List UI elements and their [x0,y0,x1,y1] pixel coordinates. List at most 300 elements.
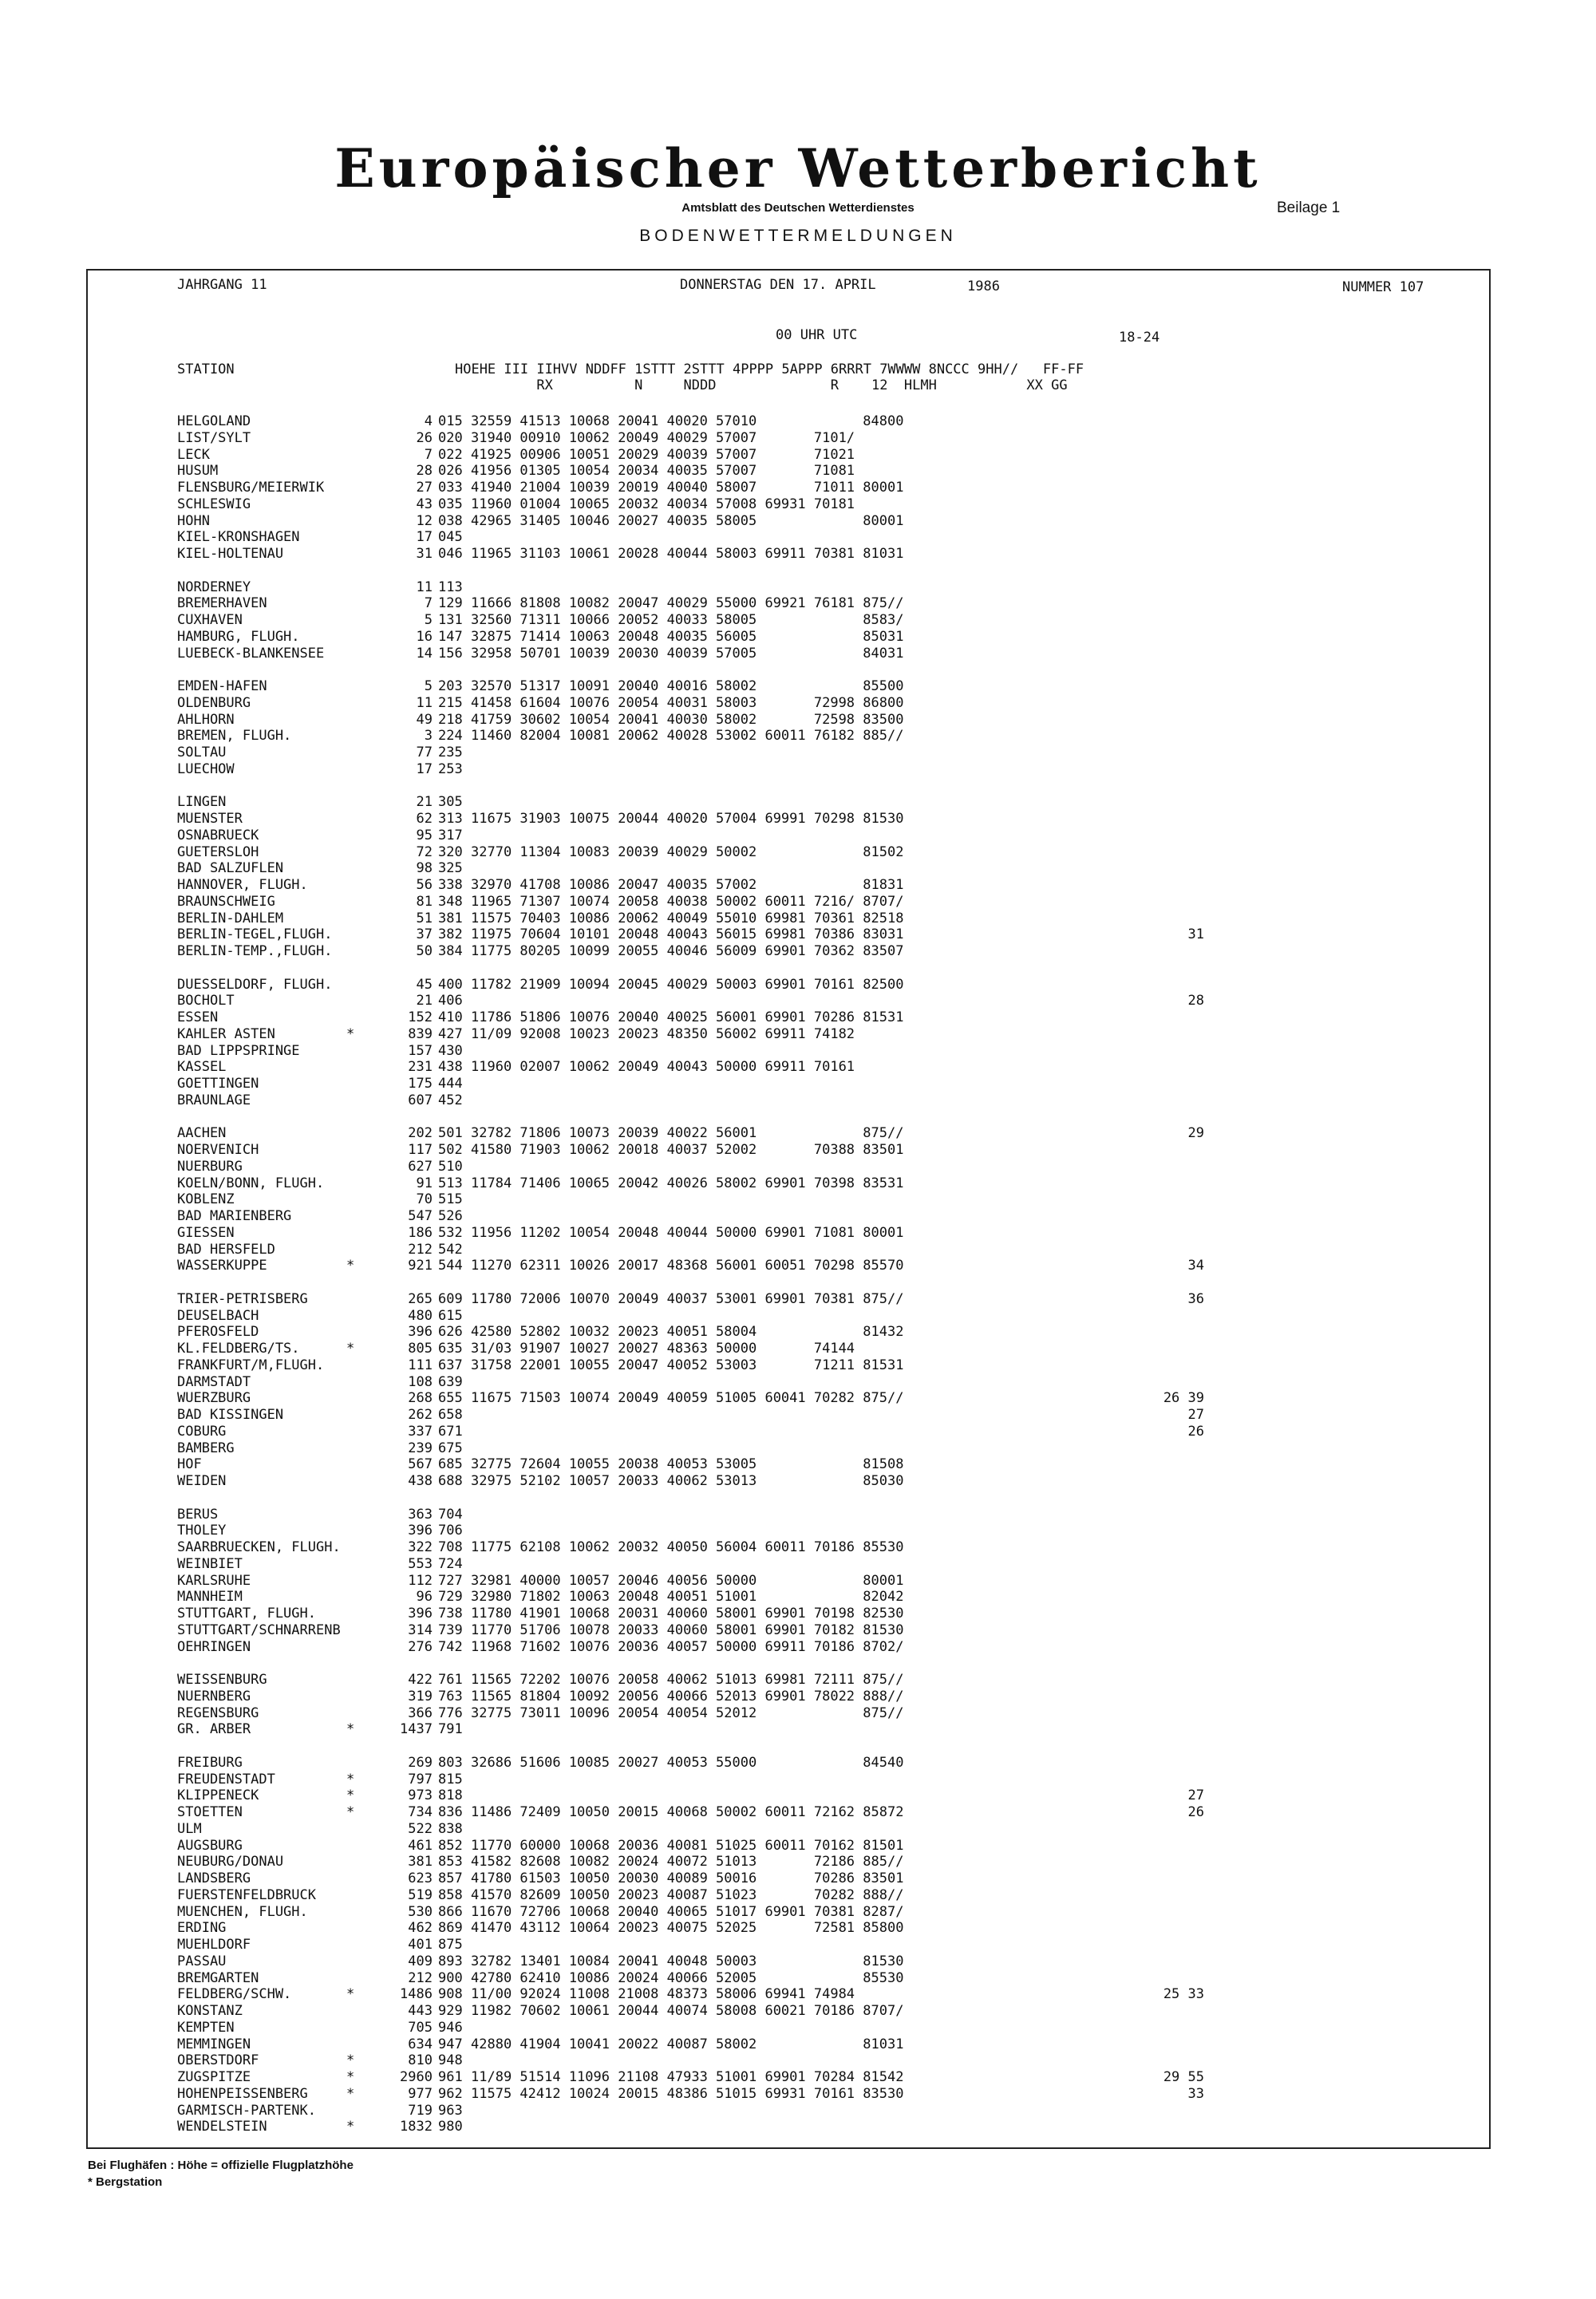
station-height: 921 [408,1258,433,1274]
synop-code: 41570 82609 10050 20023 40087 51023 70282 888// [471,1886,904,1903]
station-height: 21 [416,794,433,811]
station-id: 325 [438,860,463,877]
station-id: 791 [438,1721,463,1738]
report-date: DONNERSTAG DEN 17. APRIL [680,277,876,293]
station-height: 322 [408,1539,433,1555]
station-name: WUERZBURG [177,1390,251,1407]
station-id: 526 [438,1208,463,1224]
station-height: 269 [408,1754,433,1771]
station-height: 175 [408,1076,433,1092]
synop-code: 31940 00910 10062 20049 40029 57007 7101/ [471,429,855,446]
station-id: 113 [438,579,463,595]
station-name: BOCHOLT [177,993,235,1009]
synop-code: 11775 62108 10062 20032 40050 56004 60011 70186 85530 [471,1539,904,1555]
station-height: 5 [424,612,433,628]
station-height: 3 [424,728,433,745]
station-name: WASSERKUPPE [177,1258,267,1274]
station-height: 21 [416,993,433,1009]
station-height: 627 [408,1158,433,1175]
station-name: WEIDEN [177,1473,227,1489]
station-name: FUERSTENFELDBRUCK [177,1886,316,1903]
report-year: 1986 [967,278,1000,294]
wind-gust-values: 36 [1187,1290,1204,1307]
station-name: HANNOVER, FLUGH. [177,877,308,893]
wind-gust-values: 31 [1187,926,1204,943]
synop-code: 11956 11202 10054 20048 40044 50000 69901 71081 80001 [471,1224,904,1241]
station-id: 639 [438,1373,463,1390]
station-height: 111 [408,1357,433,1373]
station-id: 502 [438,1142,463,1158]
station-name: AUGSBURG [177,1837,243,1854]
station-height: 1486 [400,1986,433,2003]
station-id: 685 [438,1456,463,1473]
observation-time: 00 UHR UTC [776,327,858,343]
station-height: 719 [408,2102,433,2119]
station-name: GOETTINGEN [177,1076,259,1092]
synop-code: 11/89 51514 11096 21108 47933 51001 69901 70284 81542 [471,2069,904,2085]
station-id: 637 [438,1357,463,1373]
station-name: BAMBERG [177,1440,235,1456]
station-id: 542 [438,1241,463,1258]
station-id: 022 [438,446,463,463]
station-name: BRAUNSCHWEIG [177,893,275,910]
page-subtitle: Amtsblatt des Deutschen Wetterdienstes [681,201,915,215]
station-id: 706 [438,1523,463,1539]
wind-gust-values: 29 55 [1163,2069,1204,2085]
station-height: 17 [416,529,433,546]
wind-gust-values: 28 [1187,993,1204,1009]
station-name: MANNHEIM [177,1589,243,1606]
station-id: 708 [438,1539,463,1555]
station-id: 224 [438,728,463,745]
station-id: 045 [438,529,463,546]
station-height: 91 [416,1175,433,1191]
station-id: 866 [438,1903,463,1920]
station-id: 742 [438,1638,463,1655]
station-height: 5 [424,678,433,694]
station-height: 45 [416,976,433,993]
station-id: 035 [438,496,463,512]
station-id: 875 [438,1937,463,1953]
station-name: NOERVENICH [177,1142,259,1158]
station-id: 852 [438,1837,463,1854]
station-id: 948 [438,2052,463,2069]
synop-code: 11270 62311 10026 20017 48368 56001 60051 70298 85570 [471,1258,904,1274]
station-height: 553 [408,1555,433,1572]
synop-code: 32570 51317 10091 20040 40016 58002 85500 [471,678,904,694]
synop-code: 11460 82004 10081 20062 40028 53002 60011 76182 885// [471,728,904,745]
station-height: 49 [416,711,433,728]
station-id: 626 [438,1324,463,1341]
station-height: 212 [408,1969,433,1986]
station-name: MUENCHEN, FLUGH. [177,1903,308,1920]
station-name: HELGOLAND [177,413,251,429]
station-id: 724 [438,1555,463,1572]
synop-code: 42880 41904 10041 20022 40087 58002 81031 [471,2036,904,2052]
station-name: KASSEL [177,1059,227,1076]
synop-code: 11982 70602 10061 20044 40074 58008 60021 70186 8707/ [471,2003,904,2019]
station-name: SCHLESWIG [177,496,251,512]
station-id: 452 [438,1092,463,1108]
station-id: 381 [438,910,463,926]
station-height: 623 [408,1870,433,1886]
station-id: 026 [438,463,463,480]
station-height: 157 [408,1042,433,1059]
station-id: 739 [438,1622,463,1638]
station-name: DARMSTADT [177,1373,251,1390]
station-name: THOLEY [177,1523,227,1539]
station-height: 17 [416,760,433,777]
synop-code: 11670 72706 10068 20040 40065 51017 69901 70381 8287/ [471,1903,904,1920]
station-id: 046 [438,546,463,562]
synop-code: 32782 71806 10073 20039 40022 56001 875// [471,1125,904,1142]
synop-code: 11486 72409 10050 20015 40068 50002 60011 72162 85872 [471,1804,904,1820]
wind-gust-values: 34 [1187,1258,1204,1274]
station-id: 544 [438,1258,463,1274]
station-height: 31 [416,546,433,562]
station-name: BAD MARIENBERG [177,1208,292,1224]
station-height: 422 [408,1672,433,1688]
wind-gust-values: 26 [1187,1804,1204,1820]
station-height: 461 [408,1837,433,1854]
synop-code: 41956 01305 10054 20034 40035 57007 71081 [471,463,855,480]
station-name: KAHLER ASTEN [177,1025,275,1042]
station-height: 366 [408,1704,433,1721]
station-height: 337 [408,1423,433,1440]
synop-code: 11786 51806 10076 20040 40025 56001 69901 70286 81531 [471,1009,904,1025]
station-id: 929 [438,2003,463,2019]
mountain-station-marker: * [346,2119,355,2135]
wind-gust-values: 26 [1187,1423,1204,1440]
station-id: 532 [438,1224,463,1241]
station-name: KEMPTEN [177,2019,235,2036]
station-height: 519 [408,1886,433,1903]
station-name: MEMMINGEN [177,2036,251,2052]
wind-gust-values: 27 [1187,1407,1204,1423]
station-name: KLIPPENECK [177,1787,259,1804]
mountain-station-marker: * [346,1787,355,1804]
station-name: FLENSBURG/MEIERWIK [177,480,325,496]
section-title: BODENWETTERMELDUNGEN [639,227,957,245]
station-name: WENDELSTEIN [177,2119,267,2135]
mountain-station-marker: * [346,1986,355,2003]
station-height: 231 [408,1059,433,1076]
station-name: GARMISCH-PARTENK. [177,2102,316,2119]
synop-code: 11784 71406 10065 20042 40026 58002 69901 70398 83531 [471,1175,904,1191]
station-id: 803 [438,1754,463,1771]
station-id: 858 [438,1886,463,1903]
station-height: 363 [408,1506,433,1523]
synop-code: 42780 62410 10086 20024 40066 52005 85530 [471,1969,904,1986]
station-name: DUESSELDORF, FLUGH. [177,976,333,993]
station-name: COBURG [177,1423,227,1440]
station-name: BERLIN-TEMP.,FLUGH. [177,943,333,959]
station-id: 129 [438,595,463,612]
station-height: 522 [408,1820,433,1837]
synop-code: 42580 52802 10032 20023 40051 58004 81432 [471,1324,904,1341]
station-id: 515 [438,1191,463,1208]
report-number: NUMMER 107 [1342,279,1424,295]
synop-code: 11/00 92024 11008 21008 48373 58006 69941 74984 [471,1986,855,2003]
synop-code: 11960 02007 10062 20049 40043 50000 69911 70161 [471,1059,855,1076]
station-name: BERLIN-TEGEL,FLUGH. [177,926,333,943]
station-height: 12 [416,512,433,529]
station-height: 212 [408,1241,433,1258]
synop-code: 11780 41901 10068 20031 40060 58001 69901 70198 82530 [471,1606,904,1622]
station-height: 314 [408,1622,433,1638]
wind-gust-values: 29 [1187,1125,1204,1142]
station-id: 215 [438,694,463,711]
station-height: 438 [408,1473,433,1489]
station-id: 513 [438,1175,463,1191]
station-id: 963 [438,2102,463,2119]
synop-code: 11575 70403 10086 20062 40049 55010 69981 70361 82518 [471,910,904,926]
station-name: WEINBIET [177,1555,243,1572]
synop-code: 41470 43112 10064 20023 40075 52025 72581 85800 [471,1920,904,1937]
station-name: BAD HERSFELD [177,1241,275,1258]
station-height: 268 [408,1390,433,1407]
station-height: 96 [416,1589,433,1606]
synop-code: 11770 60000 10068 20036 40081 51025 60011 70162 81501 [471,1837,904,1854]
station-id: 980 [438,2119,463,2135]
station-name: BREMERHAVEN [177,595,267,612]
station-height: 56 [416,877,433,893]
synop-code: 32875 71414 10063 20048 40035 56005 85031 [471,628,904,645]
station-name: GUETERSLOH [177,843,259,860]
synop-code: 32686 51606 10085 20027 40053 55000 84540 [471,1754,904,1771]
station-height: 396 [408,1606,433,1622]
station-name: SOLTAU [177,745,227,760]
station-height: 152 [408,1009,433,1025]
station-name: OBERSTDORF [177,2052,259,2069]
station-id: 384 [438,943,463,959]
station-height: 28 [416,463,433,480]
station-name: KIEL-KRONSHAGEN [177,529,300,546]
station-height: 186 [408,1224,433,1241]
synop-code: 32775 72604 10055 20038 40053 53005 81508 [471,1456,904,1473]
station-name: BAD SALZUFLEN [177,860,284,877]
station-id: 430 [438,1042,463,1059]
station-height: 202 [408,1125,433,1142]
station-height: 401 [408,1937,433,1953]
synop-code: 41780 61503 10050 20030 40089 50016 70286 83501 [471,1870,904,1886]
station-name: ULM [177,1820,202,1837]
station-id: 147 [438,628,463,645]
station-id: 853 [438,1854,463,1870]
synop-code: 11675 31903 10075 20044 40020 57004 69991 70298 81530 [471,811,904,827]
wind-gust-values: 26 39 [1163,1390,1204,1407]
synop-code: 41580 71903 10062 20018 40037 52002 70388 83501 [471,1142,904,1158]
mountain-station-marker: * [346,2085,355,2102]
station-name: REGENSBURG [177,1704,259,1721]
station-name: STUTTGART/SCHNARRENB [177,1622,341,1638]
station-height: 70 [416,1191,433,1208]
station-id: 671 [438,1423,463,1440]
station-height: 11 [416,579,433,595]
station-name: LECK [177,446,210,463]
station-id: 727 [438,1572,463,1589]
period-label: 18-24 [1119,330,1160,346]
station-id: 317 [438,827,463,843]
station-name: BERUS [177,1506,219,1523]
station-height: 7 [424,595,433,612]
synop-code: 11975 70604 10101 20048 40043 56015 69981 70386 83031 [471,926,904,943]
station-height: 1832 [400,2119,433,2135]
mountain-station-marker: * [346,1258,355,1274]
station-height: 262 [408,1407,433,1423]
station-id: 655 [438,1390,463,1407]
synop-code: 32560 71311 10066 20052 40033 58005 8583/ [471,612,904,628]
station-height: 797 [408,1771,433,1787]
synop-code: 11965 31103 10061 20028 40044 58003 69911 70381 81031 [471,546,904,562]
beilage-label: Beilage 1 [1277,199,1341,216]
station-id: 427 [438,1025,463,1042]
station-id: 313 [438,811,463,827]
jahrgang: JAHRGANG 11 [177,277,267,293]
station-height: 81 [416,893,433,910]
station-height: 37 [416,926,433,943]
station-name: HOHENPEISSENBERG [177,2085,308,2102]
station-height: 276 [408,1638,433,1655]
station-id: 675 [438,1440,463,1456]
synop-code: 32775 73011 10096 20054 40054 52012 875// [471,1704,904,1721]
station-name: STUTTGART, FLUGH. [177,1606,316,1622]
station-id: 908 [438,1986,463,2003]
mountain-station-marker: * [346,1025,355,1042]
station-name: BAD LIPPSPRINGE [177,1042,300,1059]
station-name: NUERNBERG [177,1688,251,1704]
station-id: 869 [438,1920,463,1937]
station-name: WEISSENBURG [177,1672,267,1688]
station-id: 893 [438,1953,463,1969]
station-id: 038 [438,512,463,529]
synop-code: 41458 61604 10076 20054 40031 58003 72998 86800 [471,694,904,711]
station-id: 406 [438,993,463,1009]
station-name: AHLHORN [177,711,235,728]
station-id: 838 [438,1820,463,1837]
mountain-station-marker: * [346,1341,355,1357]
station-id: 688 [438,1473,463,1489]
station-name: BRAUNLAGE [177,1092,251,1108]
station-height: 547 [408,1208,433,1224]
synop-code: 32782 13401 10084 20041 40048 50003 81530 [471,1953,904,1969]
synop-code: 11565 81804 10092 20056 40066 52013 69901 78022 888// [471,1688,904,1704]
station-height: 112 [408,1572,433,1589]
station-id: 857 [438,1870,463,1886]
synop-code: 11666 81808 10082 20047 40029 55000 69921 76181 875// [471,595,904,612]
station-height: 396 [408,1523,433,1539]
station-height: 443 [408,2003,433,2019]
station-height: 7 [424,446,433,463]
station-id: 305 [438,794,463,811]
wind-gust-values: 33 [1187,2085,1204,2102]
station-id: 658 [438,1407,463,1423]
station-height: 805 [408,1341,433,1357]
station-id: 947 [438,2036,463,2052]
station-id: 776 [438,1704,463,1721]
synop-code: 11960 01004 10065 20032 40034 57008 69931 70181 [471,496,855,512]
column-header-2: RX N NDDD R 12 HLMH XX GG [177,377,1068,393]
station-height: 14 [416,645,433,662]
station-name: GIESSEN [177,1224,235,1241]
station-id: 033 [438,480,463,496]
station-id: 438 [438,1059,463,1076]
station-height: 108 [408,1373,433,1390]
wind-gust-values: 27 [1187,1787,1204,1804]
station-name: KL.FELDBERG/TS. [177,1341,300,1357]
station-height: 2960 [400,2069,433,2085]
mountain-station-marker: * [346,1804,355,1820]
station-name: LIST/SYLT [177,429,251,446]
station-height: 810 [408,2052,433,2069]
station-height: 77 [416,745,433,760]
station-height: 381 [408,1854,433,1870]
station-id: 235 [438,745,463,760]
station-id: 020 [438,429,463,446]
synop-code: 32970 41708 10086 20047 40035 57002 81831 [471,877,904,893]
station-height: 462 [408,1920,433,1937]
station-name: BREMGARTEN [177,1969,259,1986]
station-id: 609 [438,1290,463,1307]
station-height: 43 [416,496,433,512]
station-name: ERDING [177,1920,227,1937]
station-name: DEUSELBACH [177,1307,259,1324]
station-name: PFEROSFELD [177,1324,259,1341]
station-name: AACHEN [177,1125,227,1142]
synop-code: 11775 80205 10099 20055 40046 56009 69901 70362 83507 [471,943,904,959]
station-id: 615 [438,1307,463,1324]
station-name: MUEHLDORF [177,1937,251,1953]
station-name: FREIBURG [177,1754,243,1771]
station-name: LUEBECK-BLANKENSEE [177,645,325,662]
mountain-station-marker: * [346,1771,355,1787]
station-name: TRIER-PETRISBERG [177,1290,308,1307]
station-id: 348 [438,893,463,910]
station-id: 203 [438,678,463,694]
station-id: 253 [438,760,463,777]
station-height: 27 [416,480,433,496]
station-name: LINGEN [177,794,227,811]
station-height: 26 [416,429,433,446]
station-name: NUERBURG [177,1158,243,1175]
station-name: NEUBURG/DONAU [177,1854,284,1870]
station-height: 72 [416,843,433,860]
mountain-station-marker: * [346,1721,355,1738]
station-height: 98 [416,860,433,877]
synop-code: 11780 72006 10070 20049 40037 53001 69901 70381 875// [471,1290,904,1307]
footer-note-airports: Bei Flughäfen : Höhe = offizielle Flugplatzhöhe [88,2159,354,2172]
station-id: 320 [438,843,463,860]
station-name: OLDENBURG [177,694,251,711]
synop-code: 31758 22001 10055 20047 40052 53003 71211 81531 [471,1357,904,1373]
station-name: LUECHOW [177,760,235,777]
station-name: FELDBERG/SCHW. [177,1986,292,2003]
station-name: KOELN/BONN, FLUGH. [177,1175,325,1191]
station-height: 734 [408,1804,433,1820]
station-name: FREUDENSTADT [177,1771,275,1787]
station-id: 156 [438,645,463,662]
station-id: 738 [438,1606,463,1622]
station-id: 946 [438,2019,463,2036]
station-height: 117 [408,1142,433,1158]
station-name: HOHN [177,512,210,529]
station-name: GR. ARBER [177,1721,251,1738]
station-name: PASSAU [177,1953,227,1969]
synop-code: 11968 71602 10076 20036 40057 50000 69911 70186 8702/ [471,1638,904,1655]
synop-code: 32975 52102 10057 20033 40062 53013 85030 [471,1473,904,1489]
synop-code: 41582 82608 10082 20024 40072 51013 72186 885// [471,1854,904,1870]
station-id: 763 [438,1688,463,1704]
